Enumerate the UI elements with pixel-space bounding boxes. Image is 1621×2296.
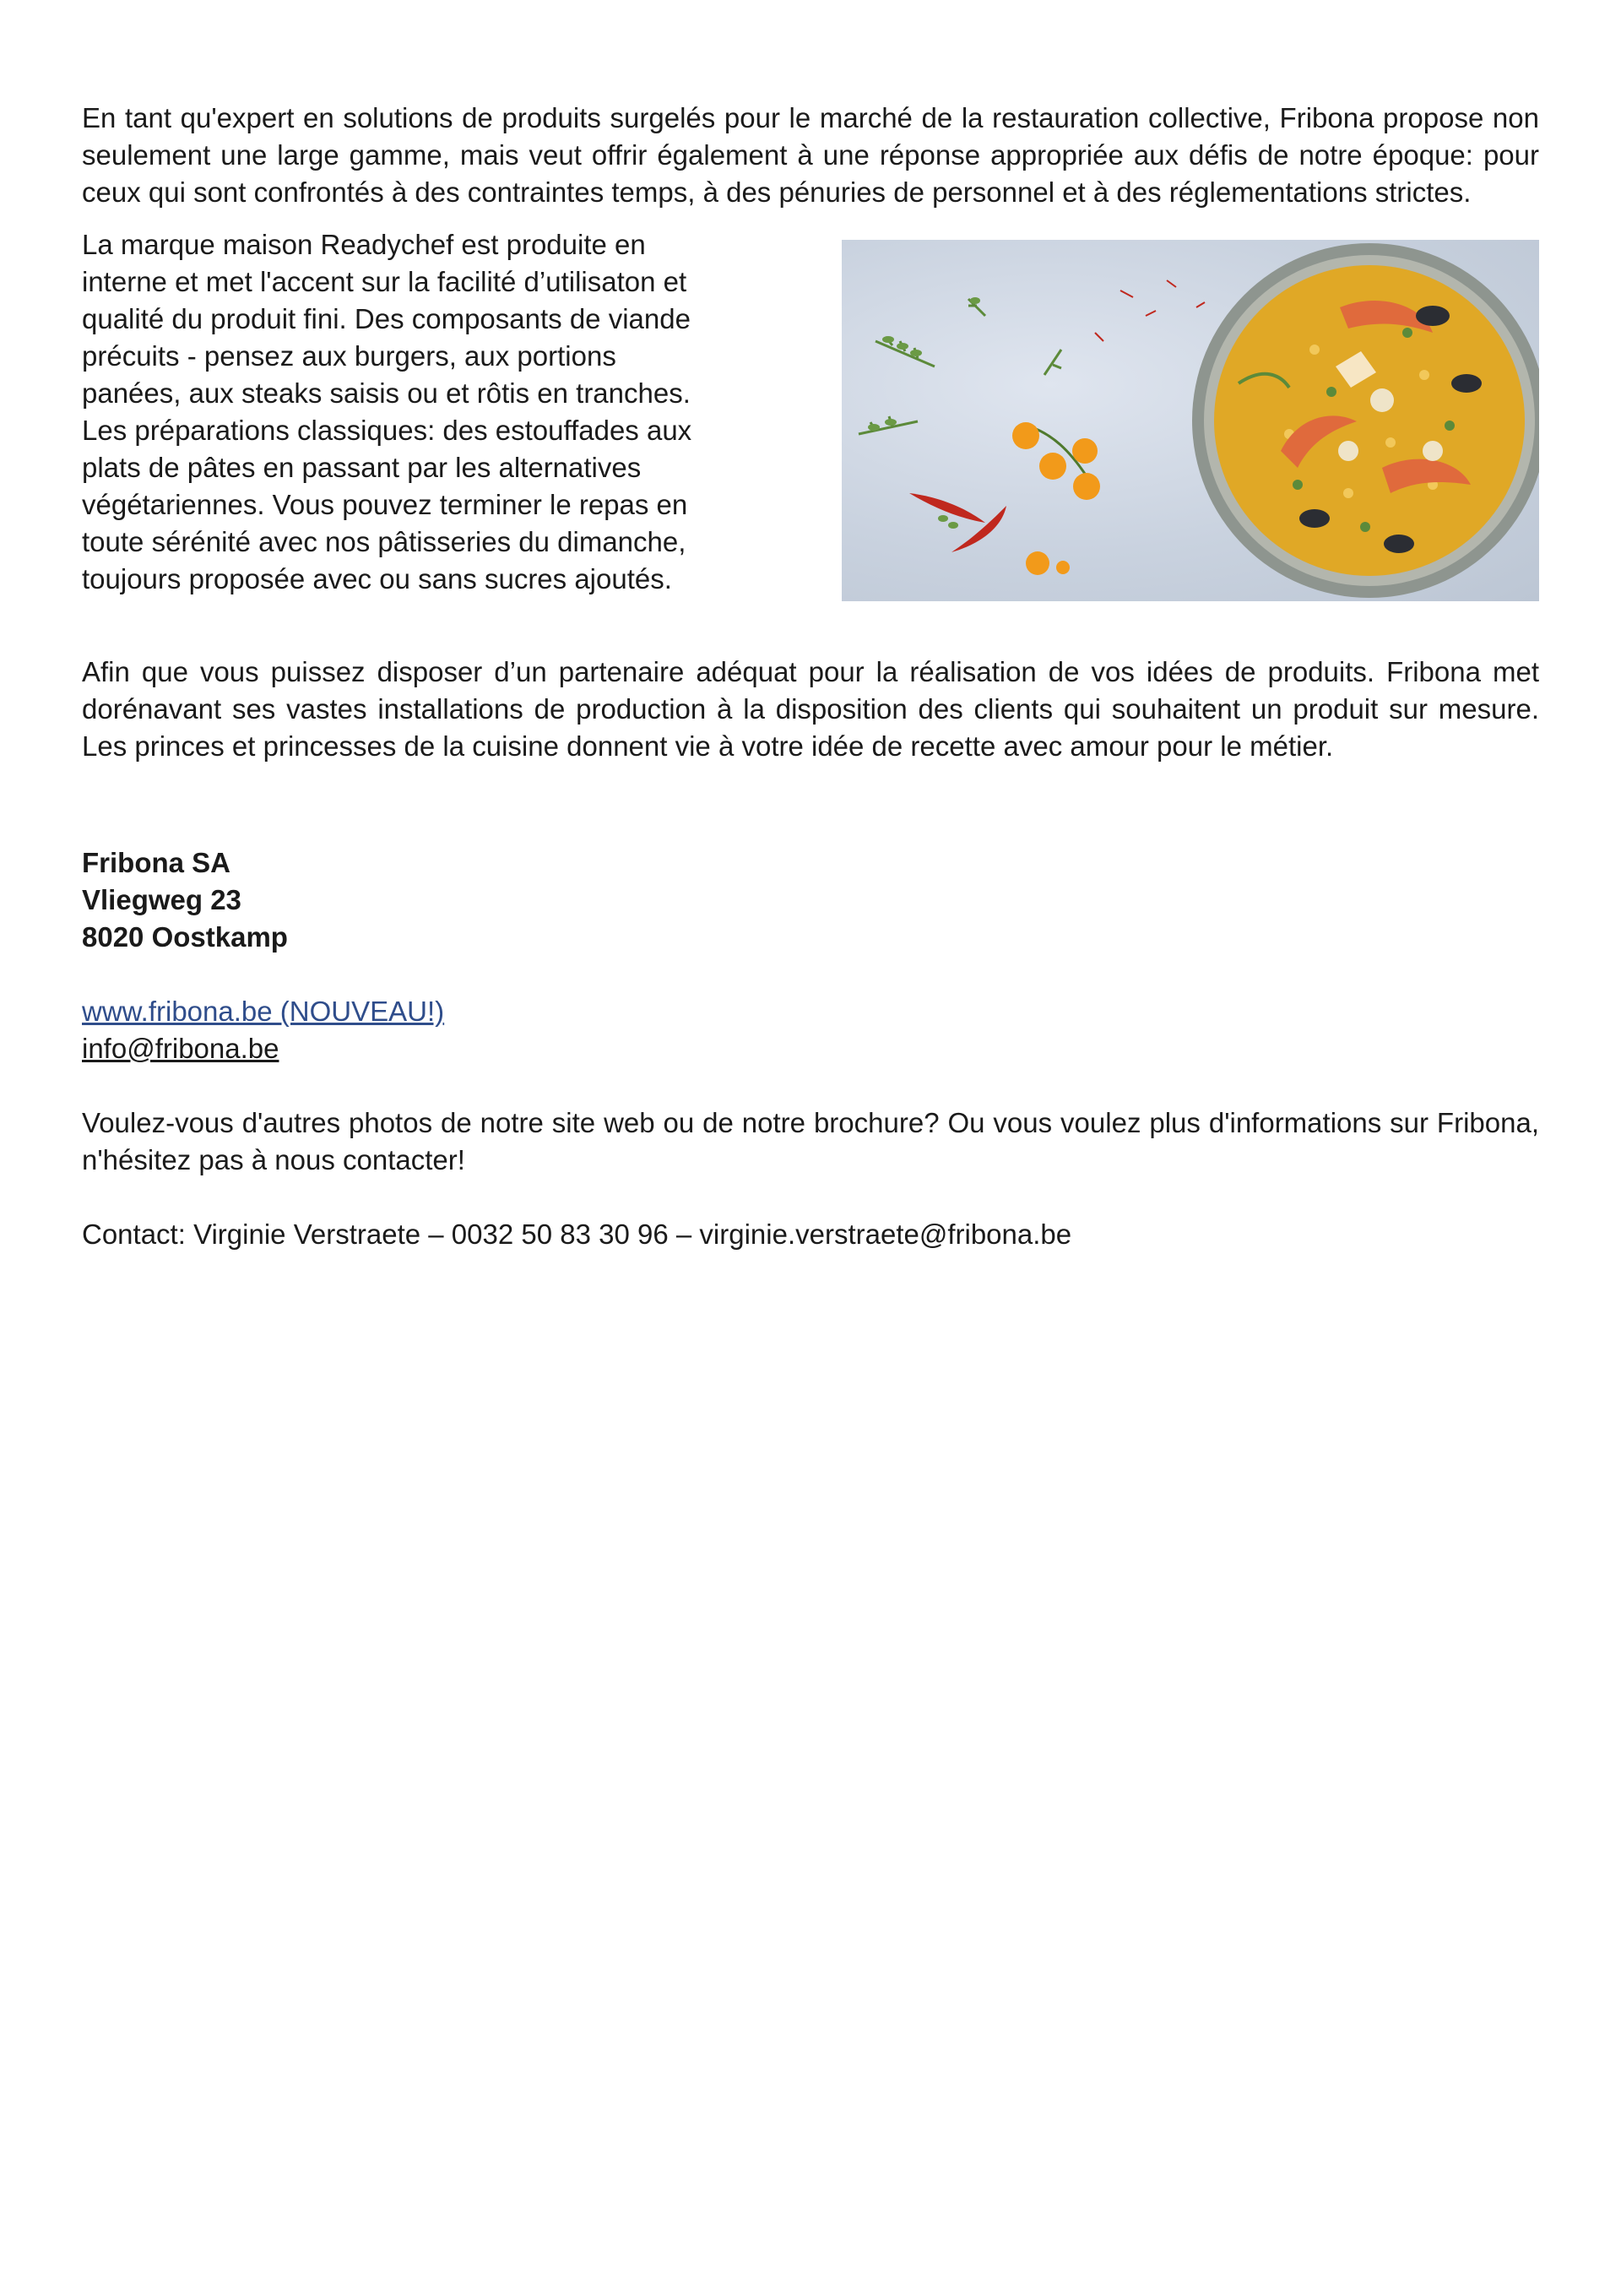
chili-peppers [909,493,1006,552]
more-info-paragraph: Voulez-vous d'autres photos de notre site web ou de notre brochure? Ou vous voulez plus d'informations sur Fribona, n'hésitez pas à nous contacter! [82,1107,1539,1175]
text-line: La marque maison Readychef est produite en [82,229,646,260]
text-line: qualité du produit fini. Des composants de viande [82,303,691,334]
text-line: panées, aux steaks saisis ou et rôtis en tranches. [82,377,691,409]
partner-paragraph: Afin que vous puissez disposer d’un partenaire adéquat pour la réalisation de vos idées de produits. Fribona met dorénavant ses vastes installations de production à la disposition des clients qui souhaitent un produit sur mesure. Les princes et princesses de la cuisine donnent vie à votre idée de recette avec amour pour le métier. [82,656,1539,762]
text-line: végétariennes. Vous pouvez terminer le repas en [82,489,688,520]
saffron-threads [1095,280,1205,341]
email-link[interactable]: info@fribona.be [82,1033,279,1064]
cherry-tomatoes [1012,422,1100,575]
text-line: plats de pâtes en passant par les alternatives [82,452,642,483]
herb-sprigs [859,299,1061,434]
text-line: interne et met l'accent sur la facilité d’utilisaton et [82,266,687,297]
contact-links [82,993,1539,1067]
paella-photo [842,240,1539,601]
text-line: toujours proposée avec ou sans sucres ajoutés. [82,563,672,594]
company-street: Vliegweg 23 [82,884,241,915]
company-city: 8020 Oostkamp [82,921,288,953]
herb-leaves [868,297,980,529]
paella-illustration [842,240,1539,601]
text-line: précuits - pensez aux burgers, aux portions [82,340,616,372]
contact-line: Contact: Virginie Verstraete – 0032 50 83 30 96 – virginie.verstraete@fribona.be [82,1219,1072,1250]
intro-paragraph: En tant qu'expert en solutions de produits surgelés pour le marché de la restauration collective, Fribona propose non seulement une large gamme, mais veut offrir également à une réponse appropriée aux défis de notre époque: pour ceux qui sont confrontés à des contraintes temps, à des pénuries de personnel et à des réglementations strictes. [82,102,1539,208]
text-line: Les préparations classiques: des estouffades aux [82,415,692,446]
company-name: Fribona SA [82,847,231,878]
readychef-paragraph [82,226,791,601]
company-address [82,844,1539,956]
document-body [82,100,1539,1253]
paella-plate [1192,243,1539,598]
text-line: toute sérénité avec nos pâtisseries du dimanche, [82,526,686,557]
website-link[interactable]: www.fribona.be (NOUVEAU!) [82,996,445,1027]
readychef-section [82,226,1539,601]
